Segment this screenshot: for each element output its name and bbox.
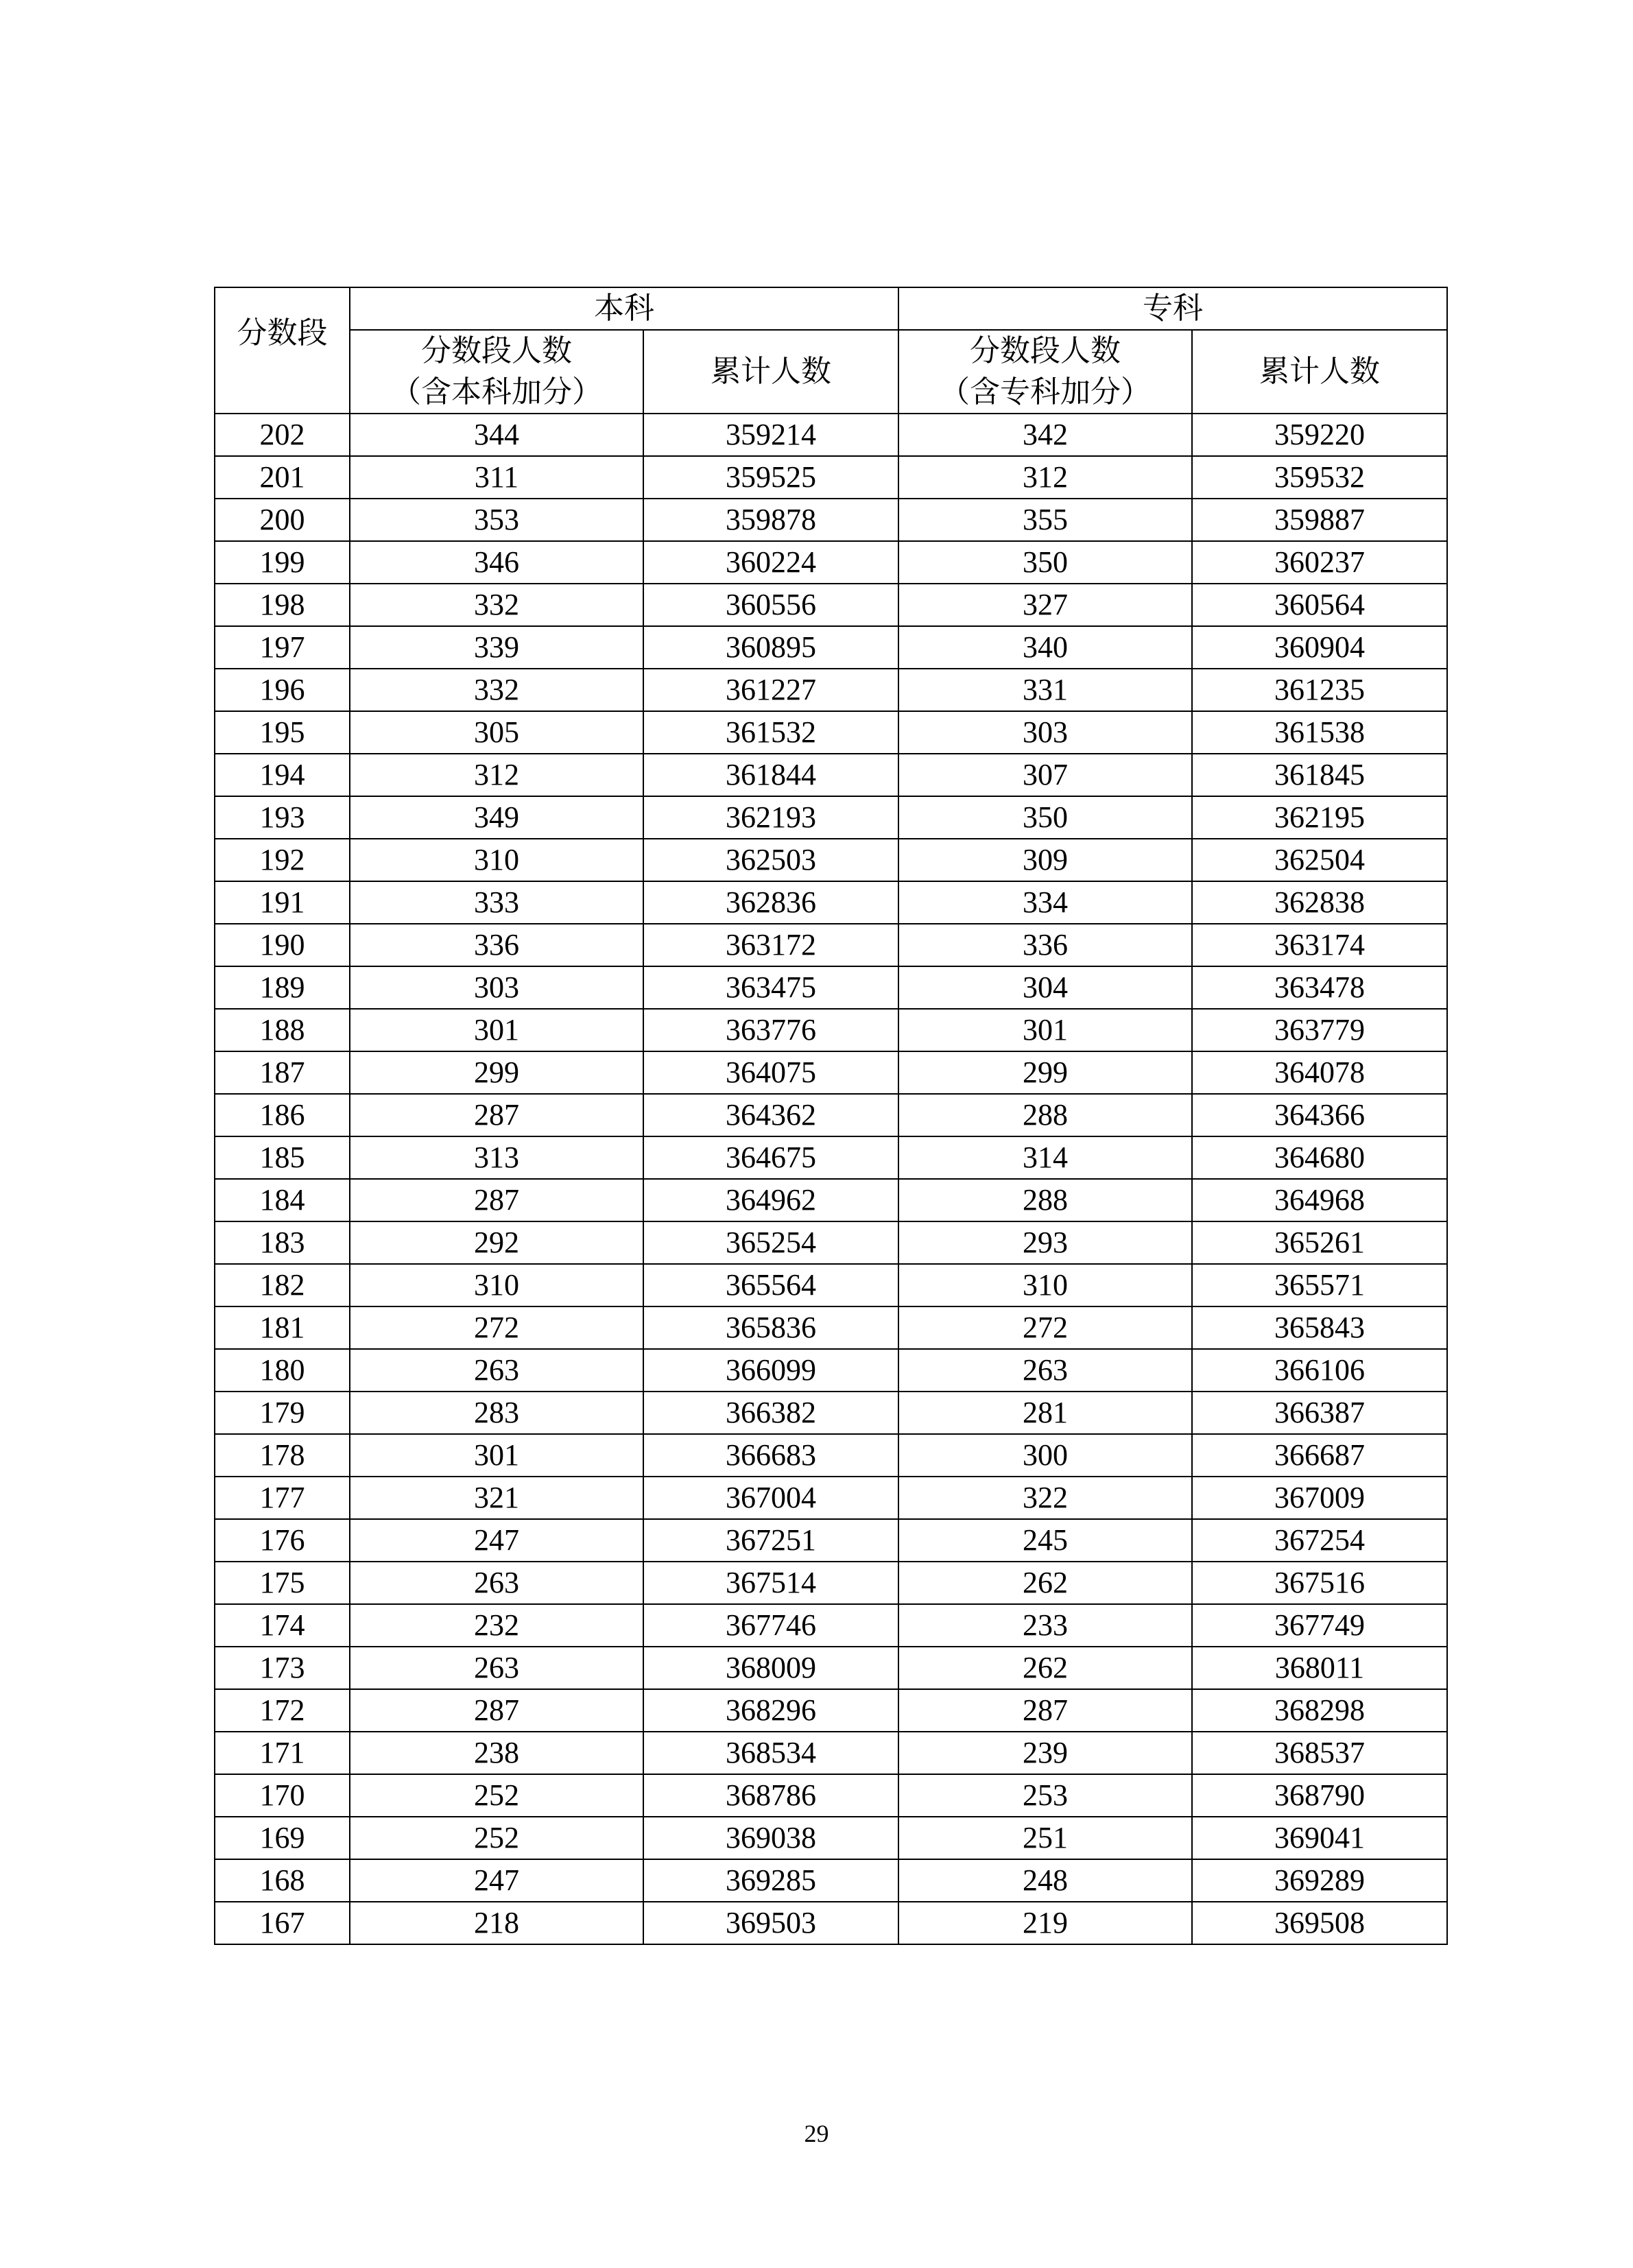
undergraduate-count-cell: 252 <box>350 1817 643 1859</box>
score-cell: 181 <box>215 1306 350 1349</box>
undergraduate-cumulative-cell: 366099 <box>643 1349 898 1392</box>
score-cell: 180 <box>215 1349 350 1392</box>
junior-college-count-cell: 245 <box>898 1519 1192 1562</box>
score-cell: 170 <box>215 1774 350 1817</box>
junior-college-count-cell: 342 <box>898 414 1192 456</box>
undergraduate-cumulative-cell: 361532 <box>643 711 898 754</box>
undergraduate-count-cell: 303 <box>350 966 643 1009</box>
junior-college-count-cell: 314 <box>898 1136 1192 1179</box>
table-row <box>215 881 1447 924</box>
junior-college-cumulative-cell: 363174 <box>1192 924 1447 966</box>
junior-college-count-cell: 355 <box>898 499 1192 541</box>
junior-college-count-cell: 239 <box>898 1732 1192 1774</box>
undergraduate-cumulative-cell: 359525 <box>643 456 898 499</box>
junior-college-count-cell: 281 <box>898 1392 1192 1434</box>
junior-college-count-cell: 263 <box>898 1349 1192 1392</box>
undergraduate-count-header <box>350 330 643 414</box>
junior-college-cumulative-cell: 365571 <box>1192 1264 1447 1306</box>
table-row <box>215 839 1447 881</box>
table-row <box>215 1902 1447 1944</box>
junior-college-cumulative-cell: 359532 <box>1192 456 1447 499</box>
junior-college-count-cell: 248 <box>898 1859 1192 1902</box>
undergraduate-cumulative-cell: 362503 <box>643 839 898 881</box>
undergraduate-count-cell: 247 <box>350 1859 643 1902</box>
undergraduate-count-cell: 336 <box>350 924 643 966</box>
junior-college-cumulative-cell: 366106 <box>1192 1349 1447 1392</box>
score-cell: 194 <box>215 754 350 796</box>
undergraduate-count-cell: 353 <box>350 499 643 541</box>
undergraduate-count-cell: 339 <box>350 626 643 669</box>
undergraduate-count-cell: 287 <box>350 1689 643 1732</box>
junior-college-count-cell: 262 <box>898 1562 1192 1604</box>
junior-college-cumulative-cell: 364366 <box>1192 1094 1447 1136</box>
table-row <box>215 1774 1447 1817</box>
junior-college-cumulative-cell: 364078 <box>1192 1051 1447 1094</box>
score-cell: 199 <box>215 541 350 584</box>
junior-college-cumulative-cell: 367254 <box>1192 1519 1447 1562</box>
undergraduate-cumulative-cell: 364675 <box>643 1136 898 1179</box>
junior-college-count-cell: 301 <box>898 1009 1192 1051</box>
table-row <box>215 1732 1447 1774</box>
score-cell: 177 <box>215 1477 350 1519</box>
score-cell: 196 <box>215 669 350 711</box>
undergraduate-count-cell: 218 <box>350 1902 643 1944</box>
table-row <box>215 1009 1447 1051</box>
junior-college-cumulative-cell: 363478 <box>1192 966 1447 1009</box>
score-cell: 175 <box>215 1562 350 1604</box>
undergraduate-count-cell: 313 <box>350 1136 643 1179</box>
undergraduate-count-cell: 263 <box>350 1349 643 1392</box>
junior-college-cumulative-cell: 362195 <box>1192 796 1447 839</box>
junior-college-count-header-line1: 分数段人数 <box>970 333 1121 368</box>
junior-college-count-header <box>898 330 1192 414</box>
junior-college-cumulative-cell: 364968 <box>1192 1179 1447 1221</box>
table-row <box>215 1689 1447 1732</box>
undergraduate-cumulative-cell: 369503 <box>643 1902 898 1944</box>
undergraduate-count-cell: 247 <box>350 1519 643 1562</box>
score-cell: 186 <box>215 1094 350 1136</box>
undergraduate-cumulative-cell: 367004 <box>643 1477 898 1519</box>
table-row <box>215 966 1447 1009</box>
undergraduate-count-cell: 346 <box>350 541 643 584</box>
undergraduate-cumulative-cell: 369285 <box>643 1859 898 1902</box>
undergraduate-count-cell: 333 <box>350 881 643 924</box>
undergraduate-count-header-line1: 分数段人数 <box>421 333 572 368</box>
undergraduate-cumulative-cell: 362836 <box>643 881 898 924</box>
undergraduate-count-cell: 292 <box>350 1221 643 1264</box>
undergraduate-count-cell: 349 <box>350 796 643 839</box>
undergraduate-count-cell: 301 <box>350 1009 643 1051</box>
score-cell: 195 <box>215 711 350 754</box>
junior-college-cumulative-cell: 368011 <box>1192 1647 1447 1689</box>
undergraduate-cumulative-cell: 364362 <box>643 1094 898 1136</box>
junior-college-cumulative-cell: 362838 <box>1192 881 1447 924</box>
junior-college-cumulative-cell: 359220 <box>1192 414 1447 456</box>
undergraduate-count-cell: 332 <box>350 669 643 711</box>
table-row <box>215 1306 1447 1349</box>
undergraduate-count-cell: 301 <box>350 1434 643 1477</box>
junior-college-cumulative-cell: 367009 <box>1192 1477 1447 1519</box>
undergraduate-group-header: 本科 <box>350 287 898 330</box>
undergraduate-cumulative-cell: 368534 <box>643 1732 898 1774</box>
score-header: 分数段 <box>215 287 350 414</box>
undergraduate-cumulative-cell: 365254 <box>643 1221 898 1264</box>
junior-college-cumulative-cell: 368790 <box>1192 1774 1447 1817</box>
table-row <box>215 754 1447 796</box>
score-cell: 191 <box>215 881 350 924</box>
junior-college-count-cell: 253 <box>898 1774 1192 1817</box>
score-distribution-table <box>214 287 1448 1945</box>
undergraduate-cumulative-cell: 366382 <box>643 1392 898 1434</box>
page-number: 29 <box>804 2120 829 2147</box>
score-cell: 178 <box>215 1434 350 1477</box>
undergraduate-cumulative-cell: 360556 <box>643 584 898 626</box>
junior-college-cumulative-cell: 364680 <box>1192 1136 1447 1179</box>
table-row <box>215 626 1447 669</box>
undergraduate-cumulative-cell: 364962 <box>643 1179 898 1221</box>
junior-college-count-cell: 310 <box>898 1264 1192 1306</box>
undergraduate-cumulative-cell: 368296 <box>643 1689 898 1732</box>
junior-college-count-cell: 334 <box>898 881 1192 924</box>
junior-college-count-cell: 336 <box>898 924 1192 966</box>
junior-college-cumulative-cell: 367516 <box>1192 1562 1447 1604</box>
table-row <box>215 1562 1447 1604</box>
junior-college-cumulative-cell: 367749 <box>1192 1604 1447 1647</box>
undergraduate-count-cell: 272 <box>350 1306 643 1349</box>
table-row <box>215 1477 1447 1519</box>
table-row <box>215 1094 1447 1136</box>
undergraduate-count-cell: 310 <box>350 839 643 881</box>
junior-college-cumulative-cell: 365843 <box>1192 1306 1447 1349</box>
table-row <box>215 499 1447 541</box>
score-cell: 168 <box>215 1859 350 1902</box>
table-row <box>215 1349 1447 1392</box>
score-cell: 189 <box>215 966 350 1009</box>
junior-college-count-cell: 287 <box>898 1689 1192 1732</box>
junior-college-cumulative-cell: 360564 <box>1192 584 1447 626</box>
undergraduate-cumulative-cell: 369038 <box>643 1817 898 1859</box>
score-cell: 174 <box>215 1604 350 1647</box>
undergraduate-count-cell: 332 <box>350 584 643 626</box>
junior-college-count-cell: 272 <box>898 1306 1192 1349</box>
junior-college-cumulative-cell: 366387 <box>1192 1392 1447 1434</box>
undergraduate-count-cell: 311 <box>350 456 643 499</box>
table-row <box>215 1859 1447 1902</box>
table-row <box>215 796 1447 839</box>
junior-college-cumulative-cell: 368537 <box>1192 1732 1447 1774</box>
score-cell: 182 <box>215 1264 350 1306</box>
undergraduate-cumulative-cell: 361227 <box>643 669 898 711</box>
table-row <box>215 1817 1447 1859</box>
junior-college-cumulative-cell: 369041 <box>1192 1817 1447 1859</box>
junior-college-cumulative-cell: 361538 <box>1192 711 1447 754</box>
score-cell: 188 <box>215 1009 350 1051</box>
undergraduate-cumulative-cell: 366683 <box>643 1434 898 1477</box>
table-row <box>215 924 1447 966</box>
score-cell: 176 <box>215 1519 350 1562</box>
junior-college-count-cell: 331 <box>898 669 1192 711</box>
undergraduate-cumulative-cell: 359878 <box>643 499 898 541</box>
undergraduate-cumulative-cell: 367251 <box>643 1519 898 1562</box>
table-row <box>215 669 1447 711</box>
undergraduate-cumulative-header: 累计人数 <box>643 330 898 414</box>
undergraduate-cumulative-cell: 362193 <box>643 796 898 839</box>
table-row <box>215 1221 1447 1264</box>
undergraduate-cumulative-cell: 363776 <box>643 1009 898 1051</box>
score-cell: 172 <box>215 1689 350 1732</box>
junior-college-cumulative-header: 累计人数 <box>1192 330 1447 414</box>
table-row <box>215 414 1447 456</box>
table-row <box>215 1392 1447 1434</box>
junior-college-count-cell: 299 <box>898 1051 1192 1094</box>
undergraduate-count-header-line2: （含本科加分） <box>391 374 602 409</box>
junior-college-count-cell: 233 <box>898 1604 1192 1647</box>
table-row <box>215 456 1447 499</box>
score-cell: 171 <box>215 1732 350 1774</box>
junior-college-count-cell: 309 <box>898 839 1192 881</box>
undergraduate-cumulative-cell: 361844 <box>643 754 898 796</box>
score-cell: 185 <box>215 1136 350 1179</box>
table-row <box>215 1434 1447 1477</box>
junior-college-cumulative-cell: 360904 <box>1192 626 1447 669</box>
junior-college-count-cell: 350 <box>898 796 1192 839</box>
undergraduate-cumulative-cell: 365836 <box>643 1306 898 1349</box>
undergraduate-count-cell: 321 <box>350 1477 643 1519</box>
junior-college-cumulative-cell: 361235 <box>1192 669 1447 711</box>
junior-college-cumulative-cell: 368298 <box>1192 1689 1447 1732</box>
junior-college-count-cell: 312 <box>898 456 1192 499</box>
undergraduate-cumulative-cell: 359214 <box>643 414 898 456</box>
junior-college-count-cell: 322 <box>898 1477 1192 1519</box>
table-row <box>215 1264 1447 1306</box>
score-cell: 184 <box>215 1179 350 1221</box>
undergraduate-count-cell: 238 <box>350 1732 643 1774</box>
junior-college-count-cell: 288 <box>898 1094 1192 1136</box>
score-cell: 167 <box>215 1902 350 1944</box>
undergraduate-cumulative-cell: 363475 <box>643 966 898 1009</box>
junior-college-count-header-line2: （含专科加分） <box>940 374 1151 409</box>
table-body <box>215 414 1447 1944</box>
score-cell: 190 <box>215 924 350 966</box>
score-cell: 169 <box>215 1817 350 1859</box>
table-row <box>215 1519 1447 1562</box>
undergraduate-count-cell: 287 <box>350 1179 643 1221</box>
junior-college-cumulative-cell: 361845 <box>1192 754 1447 796</box>
score-cell: 200 <box>215 499 350 541</box>
table-row <box>215 1647 1447 1689</box>
junior-college-group-header: 专科 <box>898 287 1447 330</box>
junior-college-cumulative-cell: 363779 <box>1192 1009 1447 1051</box>
score-cell: 179 <box>215 1392 350 1434</box>
junior-college-cumulative-cell: 369289 <box>1192 1859 1447 1902</box>
undergraduate-count-cell: 287 <box>350 1094 643 1136</box>
undergraduate-cumulative-cell: 360224 <box>643 541 898 584</box>
junior-college-cumulative-cell: 362504 <box>1192 839 1447 881</box>
score-cell: 173 <box>215 1647 350 1689</box>
undergraduate-count-cell: 263 <box>350 1562 643 1604</box>
junior-college-cumulative-cell: 360237 <box>1192 541 1447 584</box>
undergraduate-count-cell: 283 <box>350 1392 643 1434</box>
undergraduate-count-cell: 252 <box>350 1774 643 1817</box>
junior-college-count-cell: 340 <box>898 626 1192 669</box>
junior-college-count-cell: 251 <box>898 1817 1192 1859</box>
junior-college-count-cell: 307 <box>898 754 1192 796</box>
undergraduate-cumulative-cell: 364075 <box>643 1051 898 1094</box>
junior-college-cumulative-cell: 359887 <box>1192 499 1447 541</box>
table-row <box>215 541 1447 584</box>
undergraduate-count-cell: 305 <box>350 711 643 754</box>
junior-college-count-cell: 288 <box>898 1179 1192 1221</box>
undergraduate-count-cell: 263 <box>350 1647 643 1689</box>
table-row <box>215 584 1447 626</box>
table-row <box>215 711 1447 754</box>
junior-college-count-cell: 327 <box>898 584 1192 626</box>
undergraduate-cumulative-cell: 367746 <box>643 1604 898 1647</box>
undergraduate-cumulative-cell: 365564 <box>643 1264 898 1306</box>
junior-college-count-cell: 300 <box>898 1434 1192 1477</box>
junior-college-count-cell: 293 <box>898 1221 1192 1264</box>
score-cell: 187 <box>215 1051 350 1094</box>
score-cell: 202 <box>215 414 350 456</box>
junior-college-count-cell: 219 <box>898 1902 1192 1944</box>
junior-college-count-cell: 304 <box>898 966 1192 1009</box>
junior-college-count-cell: 303 <box>898 711 1192 754</box>
undergraduate-count-cell: 310 <box>350 1264 643 1306</box>
undergraduate-count-cell: 312 <box>350 754 643 796</box>
undergraduate-cumulative-cell: 368786 <box>643 1774 898 1817</box>
undergraduate-count-cell: 344 <box>350 414 643 456</box>
junior-college-cumulative-cell: 365261 <box>1192 1221 1447 1264</box>
table-row <box>215 1051 1447 1094</box>
undergraduate-cumulative-cell: 363172 <box>643 924 898 966</box>
junior-college-count-cell: 350 <box>898 541 1192 584</box>
score-cell: 192 <box>215 839 350 881</box>
score-cell: 193 <box>215 796 350 839</box>
undergraduate-count-cell: 232 <box>350 1604 643 1647</box>
table-row <box>215 1136 1447 1179</box>
junior-college-count-cell: 262 <box>898 1647 1192 1689</box>
undergraduate-cumulative-cell: 367514 <box>643 1562 898 1604</box>
undergraduate-count-cell: 299 <box>350 1051 643 1094</box>
undergraduate-cumulative-cell: 360895 <box>643 626 898 669</box>
score-cell: 183 <box>215 1221 350 1264</box>
table-row <box>215 1179 1447 1221</box>
junior-college-cumulative-cell: 366687 <box>1192 1434 1447 1477</box>
table-row <box>215 1604 1447 1647</box>
undergraduate-cumulative-cell: 368009 <box>643 1647 898 1689</box>
score-cell: 198 <box>215 584 350 626</box>
score-cell: 197 <box>215 626 350 669</box>
junior-college-cumulative-cell: 369508 <box>1192 1902 1447 1944</box>
score-cell: 201 <box>215 456 350 499</box>
